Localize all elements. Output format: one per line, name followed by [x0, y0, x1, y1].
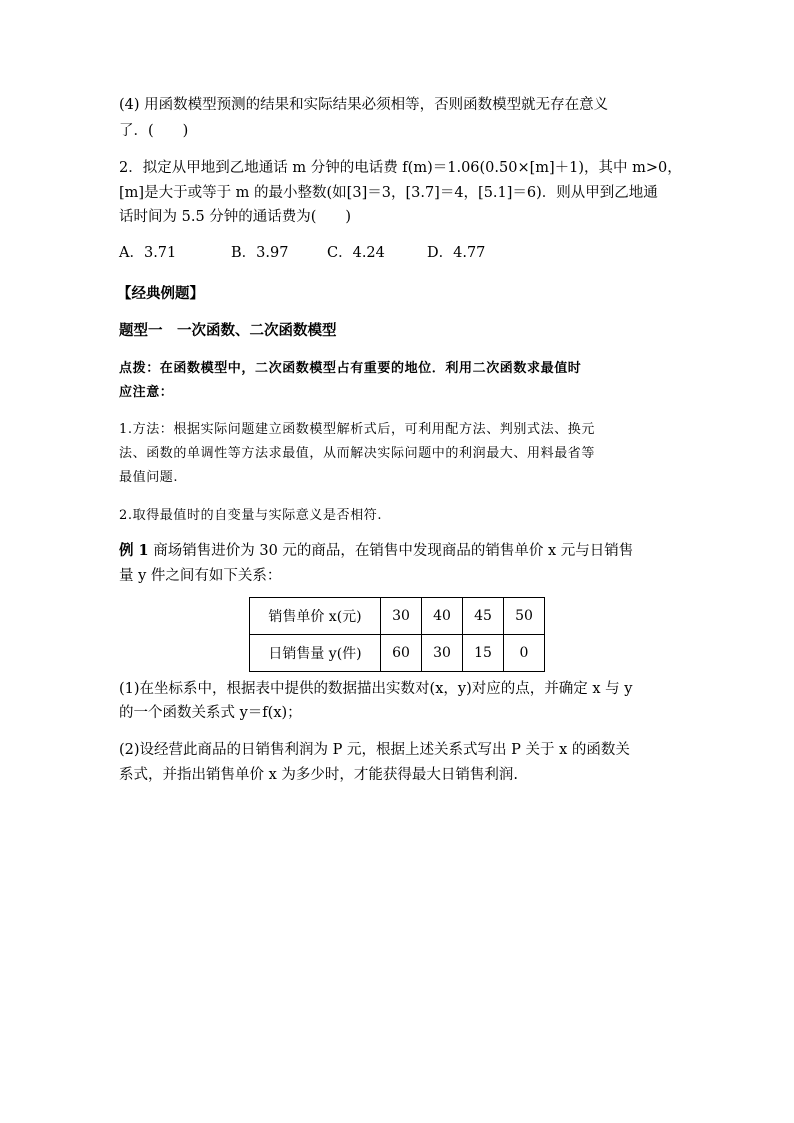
- q2-options: [119, 243, 485, 263]
- table-cell: 45: [463, 598, 504, 635]
- price-sales-table: [249, 597, 545, 672]
- table-row: [250, 598, 545, 635]
- tip-line-2: 应注意：: [119, 385, 174, 400]
- table-cell: 30: [381, 598, 422, 635]
- table-cell: 50: [504, 598, 545, 635]
- q2-line-2: [m]是大于或等于 m 的最小整数(如[3]＝3，[3.7]＝4，[5.1]＝6)．则从甲到乙地通: [119, 185, 658, 201]
- table-header-sales: 日销售量 y(件): [250, 635, 381, 672]
- example-line-1: [119, 541, 633, 561]
- table-cell: 60: [381, 635, 422, 672]
- q2-line-1: 2．拟定从甲地到乙地通话 m 分钟的电话费 f(m)＝1.06(0.50×[m]＋1)，其中 m>0，: [119, 160, 682, 176]
- sub2-line-1: (2)设经营此商品的日销售利润为 P 元，根据上述关系式写出 P 关于 x 的函数关: [119, 742, 630, 758]
- example-line-2: 量 y 件之间有如下关系：: [119, 568, 282, 584]
- sub2-line-2: 系式，并指出销售单价 x 为多少时，才能获得最大日销售利润.: [119, 767, 519, 783]
- option-a: A．3.71: [119, 245, 177, 261]
- table-cell: 40: [422, 598, 463, 635]
- example-label: 例 1: [119, 542, 149, 559]
- table-header-price: 销售单价 x(元): [250, 598, 381, 635]
- method-line-1: 1.方法：根据实际问题建立函数模型解析式后，可利用配方法、判别式法、换元: [119, 422, 596, 437]
- tip-line-1: 点拨：在函数模型中，二次函数模型占有重要的地位．利用二次函数求最值时: [119, 361, 582, 376]
- table-row: [250, 635, 545, 672]
- q2-line-3: 话时间为 5.5 分钟的通话费为( ): [119, 209, 352, 225]
- option-b: B．3.97: [231, 245, 289, 261]
- table-cell: 0: [504, 635, 545, 672]
- option-c: C．4.24: [327, 245, 385, 261]
- option-d: D．4.77: [427, 245, 486, 261]
- table-cell: 30: [422, 635, 463, 672]
- section-title: 【经典例题】: [117, 285, 204, 302]
- topic-title: 题型一 一次函数、二次函数模型: [119, 322, 337, 339]
- table-cell: 15: [463, 635, 504, 672]
- q4-line-1: (4) 用函数模型预测的结果和实际结果必须相等，否则函数模型就无存在意义: [119, 97, 609, 113]
- sub1-line-2: 的一个函数关系式 y＝f(x)；: [119, 705, 302, 721]
- example-text: 商场销售进价为 30 元的商品，在销售中发现商品的销售单价 x 元与日销售: [148, 543, 634, 559]
- sub1-line-1: (1)在坐标系中，根据表中提供的数据描出实数对(x，y)对应的点，并确定 x 与 y: [119, 681, 633, 697]
- method-line-3: 最值问题.: [119, 470, 179, 485]
- q4-line-2: 了．( ): [119, 123, 189, 139]
- method-line-2: 法、函数的单调性等方法求最值，从而解决实际问题中的利润最大、用料最省等: [119, 446, 596, 461]
- point-2: 2.取得最值时的自变量与实际意义是否相符.: [119, 508, 383, 523]
